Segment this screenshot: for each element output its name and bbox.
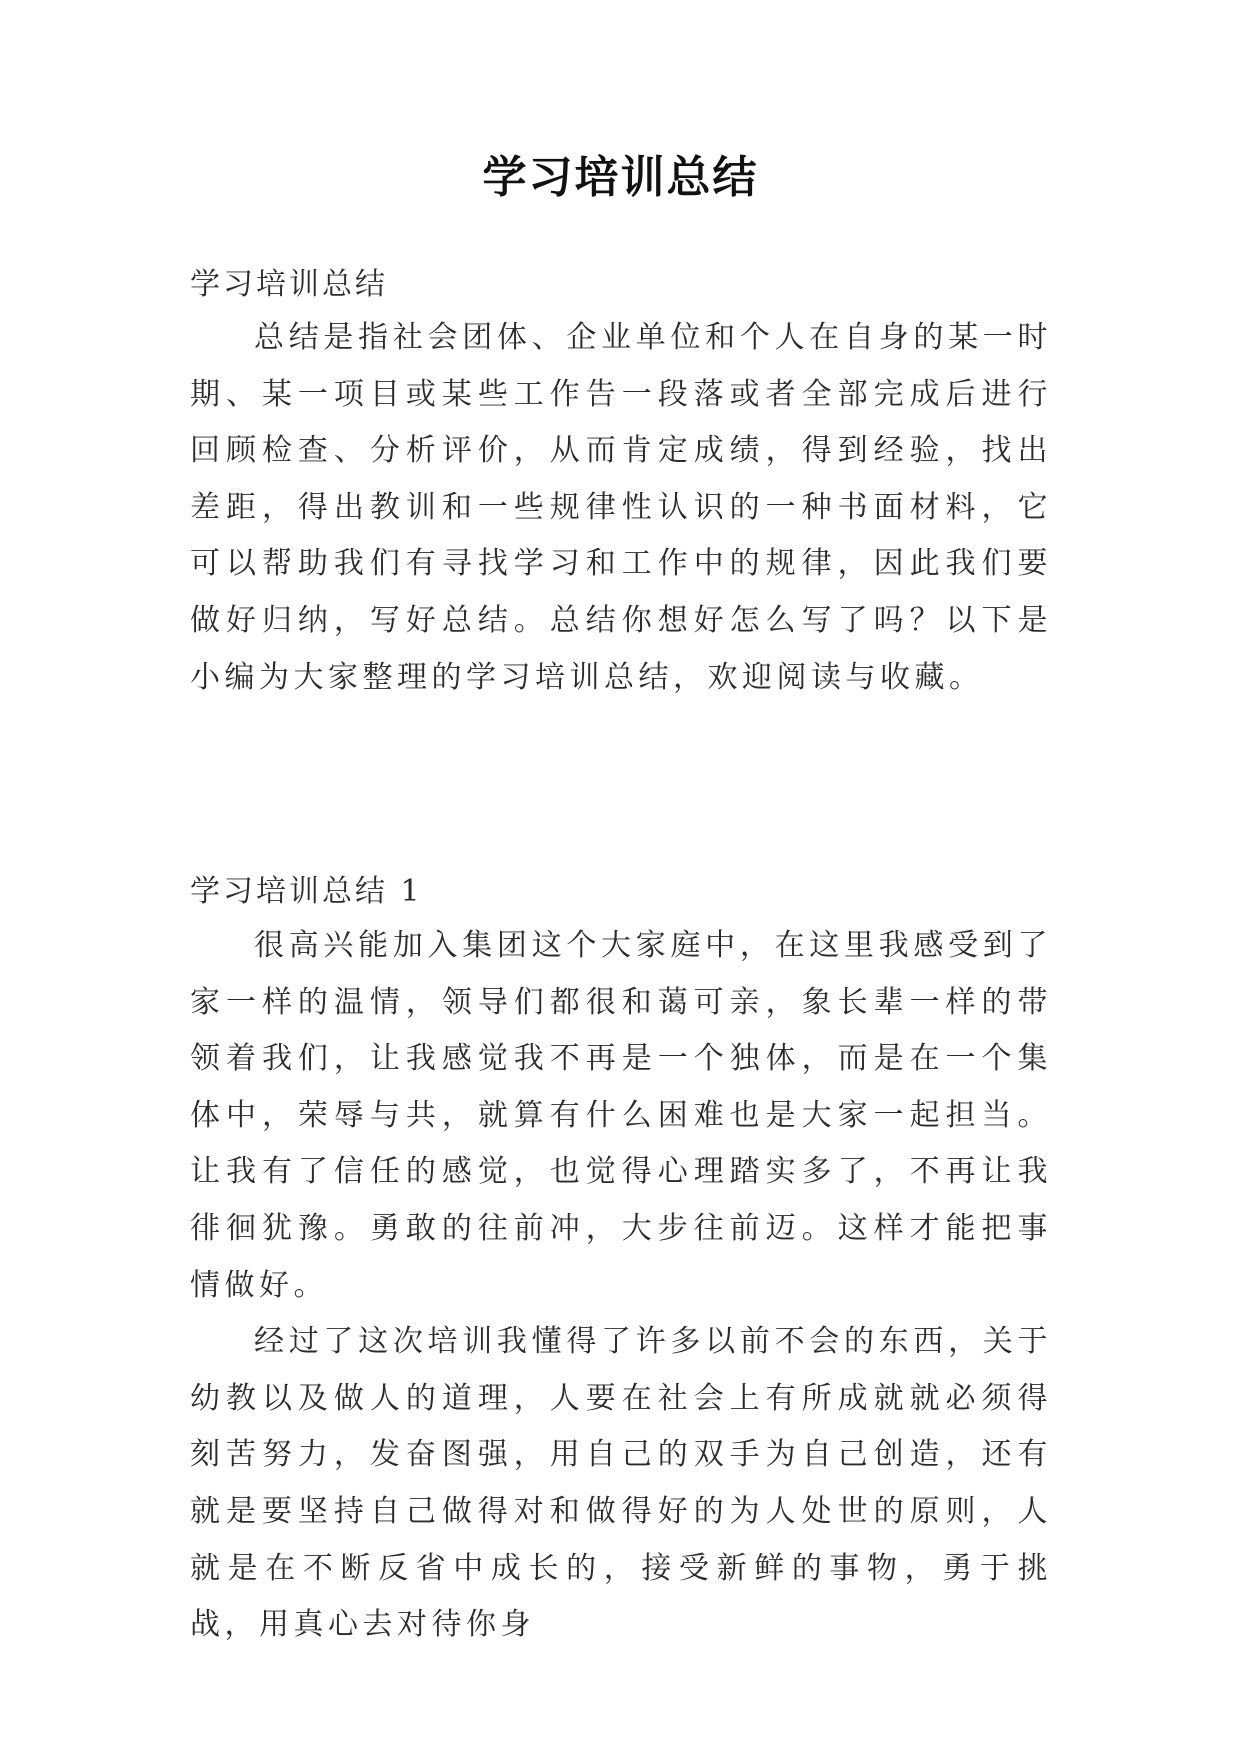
section-1-heading: 学习培训总结 1 <box>190 874 423 909</box>
section-1-paragraph: 很高兴能加入集团这个大家庭中，在这里我感受到了家一样的温情，领导们都很和蔼可亲，象长辈一样的带领着我们，让我感觉我不再是一个独体，而是在一个集体中，荣辱与共，就算有什么困难也是大家一起担当。让我有了信任的感觉，也觉得心理踏实多了，不再让我徘徊犹豫。勇敢的往前冲，大步往前迈。这样才能把事情做好。 <box>190 928 1052 1303</box>
intro-body <box>190 310 1052 706</box>
section-1-paragraph: 经过了这次培训我懂得了许多以前不会的东西，关于幼教以及做人的道理，人要在社会上有所成就就必须得刻苦努力，发奋图强，用自己的双手为自己创造，还有就是要坚持自己做得对和做得好的为人处世的原则，人就是在不断反省中成长的，接受新鲜的事物，勇于挑战，用真心去对待你身 <box>190 1324 1052 1643</box>
intro-paragraph: 总结是指社会团体、企业单位和个人在自身的某一时期、某一项目或某些工作告一段落或者全部完成后进行回顾检查、分析评价，从而肯定成绩，得到经验，找出差距，得出教训和一些规律性认识的一种书面材料，它可以帮助我们有寻找学习和工作中的规律，因此我们要做好归纳，写好总结。总结你想好怎么写了吗？以下是小编为大家整理的学习培训总结，欢迎阅读与收藏。 <box>190 320 1052 695</box>
intro-heading: 学习培训总结 <box>190 267 388 302</box>
document-title: 学习培训总结 <box>482 152 759 203</box>
section-1-body <box>190 918 1052 1654</box>
